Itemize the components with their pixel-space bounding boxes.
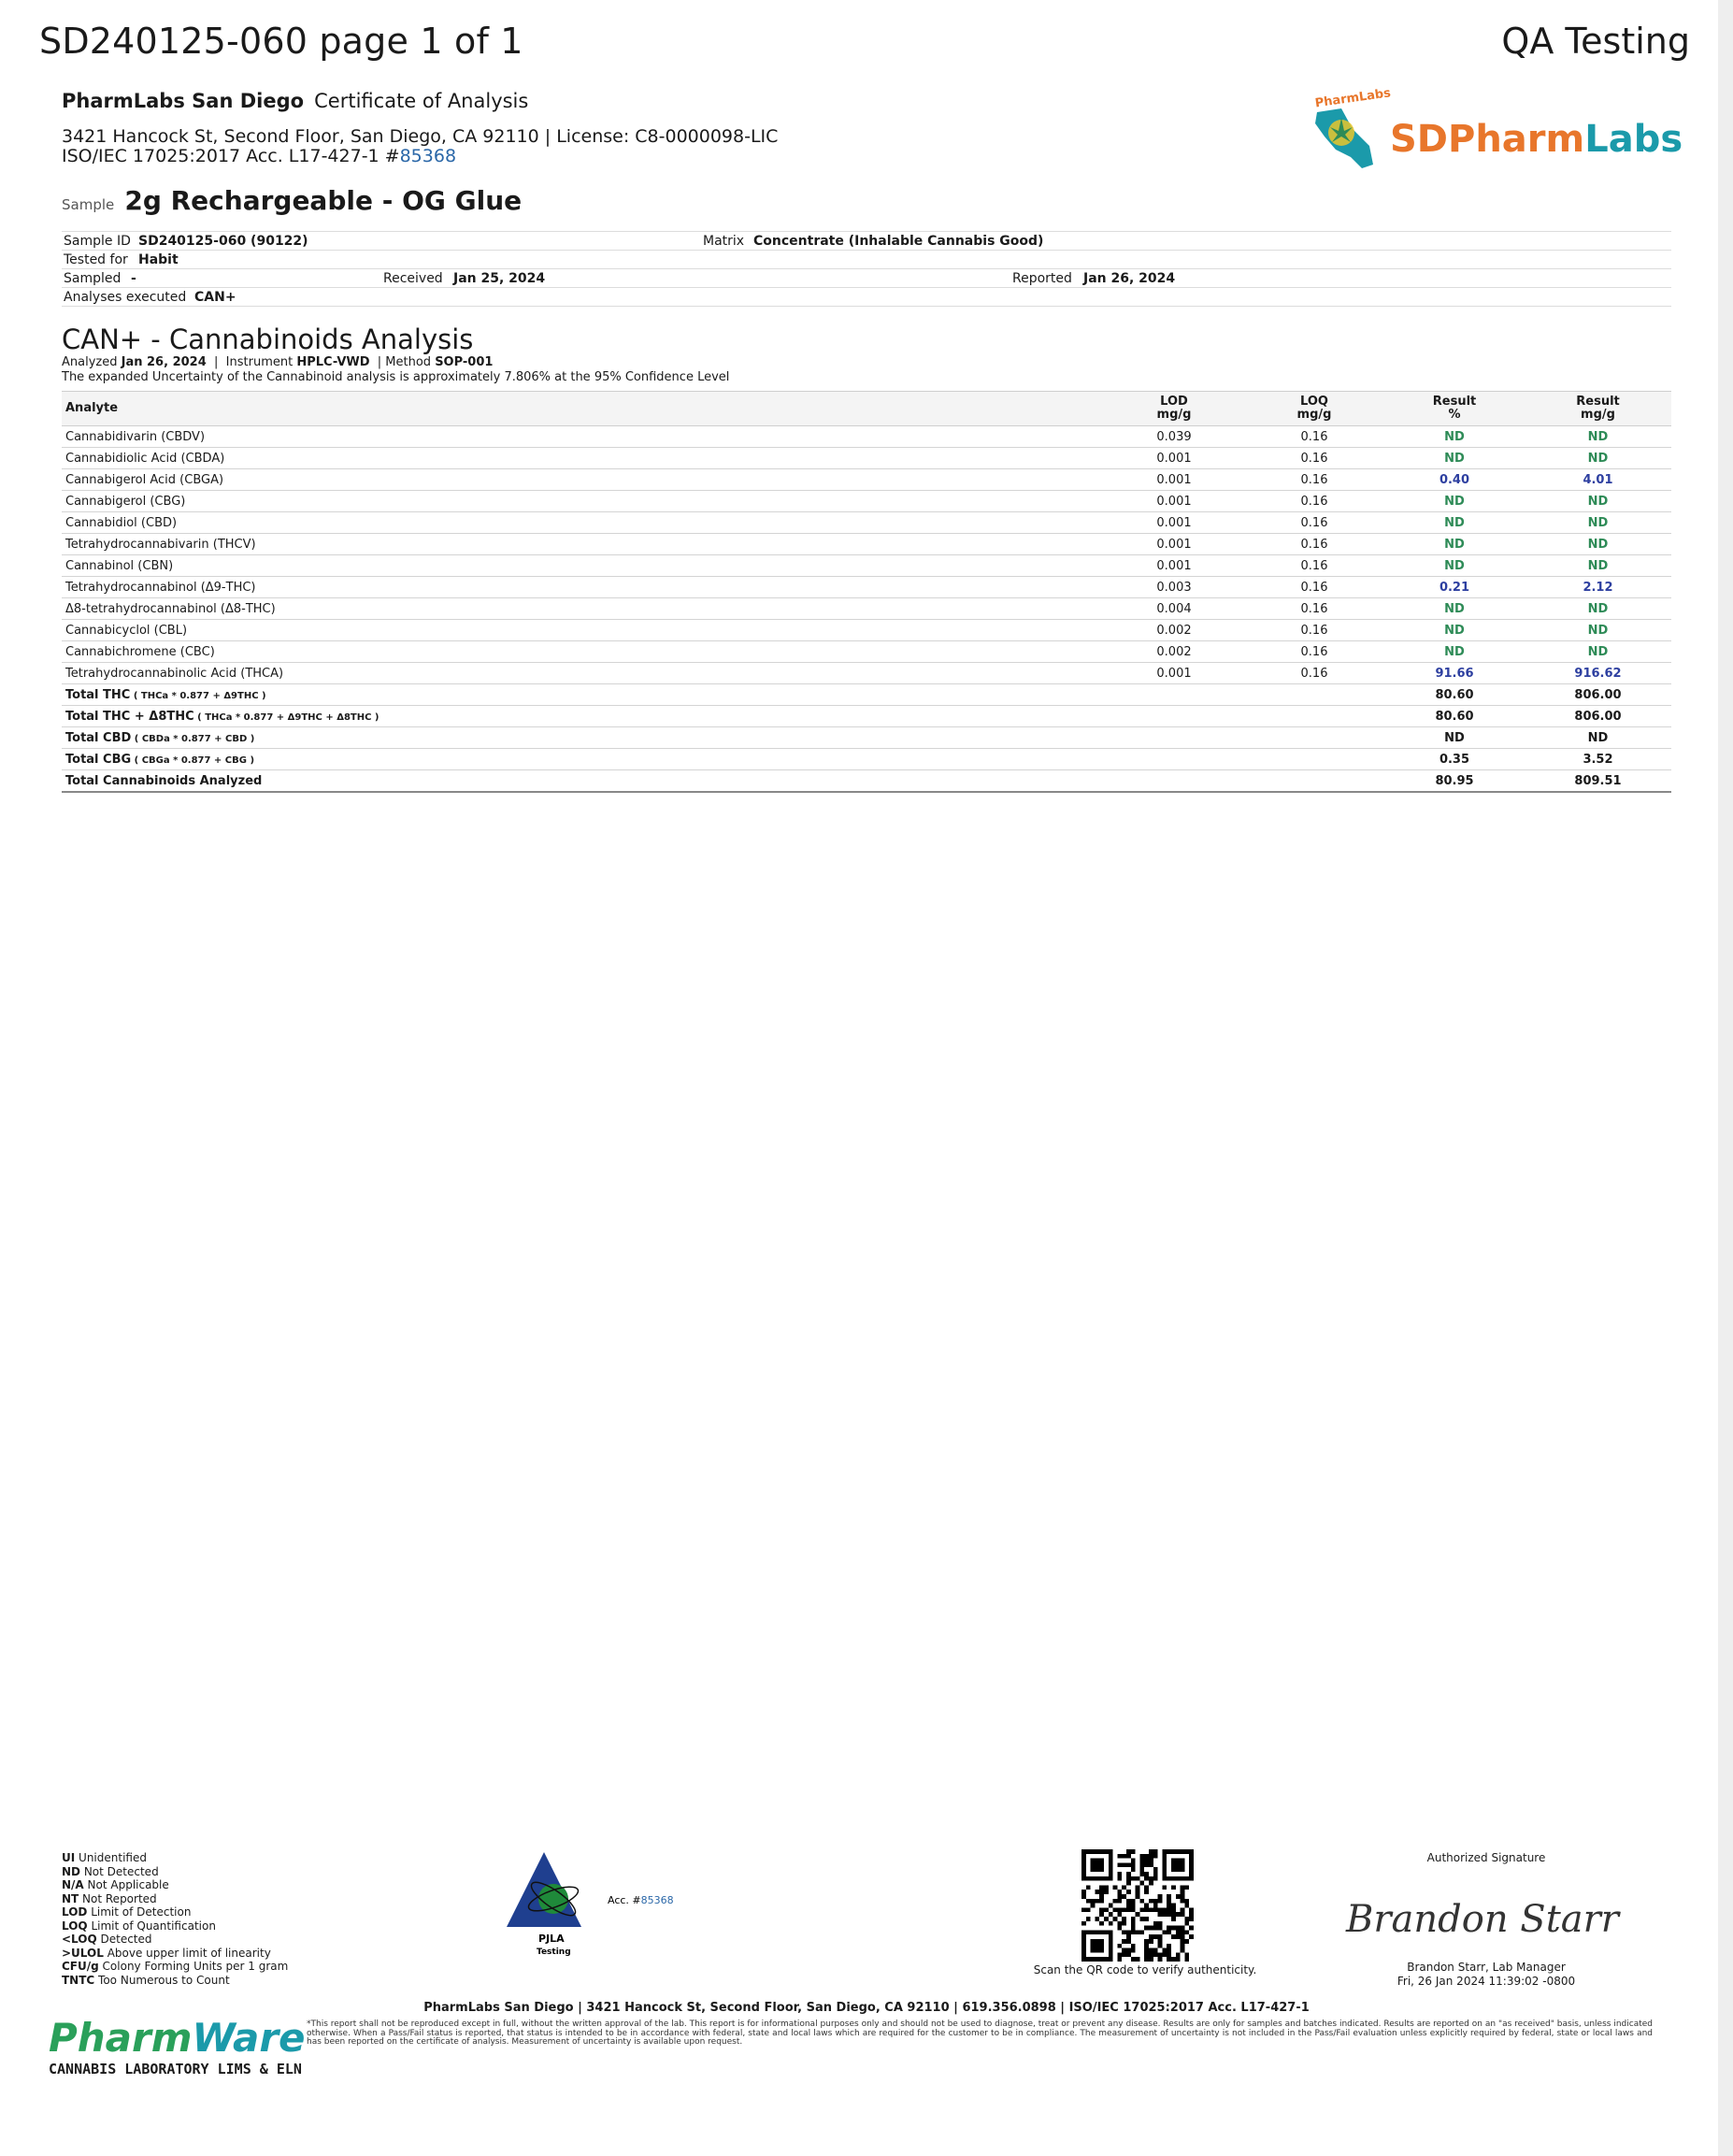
total-label: Total CBG ( CBGa * 0.877 + CBG ) <box>62 749 1104 770</box>
total-mgg: 3.52 <box>1525 749 1671 770</box>
result-mgg: ND <box>1525 620 1671 641</box>
signature-datetime: Fri, 26 Jan 2024 11:39:02 -0800 <box>1396 1975 1576 1988</box>
result-mgg: ND <box>1525 426 1671 448</box>
svg-text:Brandon Starr: Brandon Starr <box>1346 1898 1619 1941</box>
result-percent: ND <box>1384 620 1525 641</box>
result-percent: ND <box>1384 641 1525 663</box>
signer-block <box>1365 1961 1608 1989</box>
svg-text:PharmWare: PharmWare <box>49 2015 306 2061</box>
lod-value: 0.002 <box>1104 641 1244 663</box>
abbreviation-legend <box>62 1851 288 1987</box>
footer-address: PharmLabs San Diego | 3421 Hancock St, Second Floor, San Diego, CA 92110 | 619.356.0898 | ISO/IEC 17025:2017 Acc. L17-427-1 <box>423 2001 1310 2015</box>
sample-info <box>62 231 1671 307</box>
total-label: Total CBD ( CBDa * 0.877 + CBD ) <box>62 727 1104 749</box>
total-mgg: 806.00 <box>1525 706 1671 727</box>
legend-item: UI Unidentified <box>62 1851 147 1864</box>
table-row <box>62 534 1671 555</box>
lod-value: 0.001 <box>1104 534 1244 555</box>
result-mgg: ND <box>1525 512 1671 534</box>
total-formula: ( THCa * 0.877 + Δ9THC + Δ8THC ) <box>193 711 380 723</box>
result-mgg: ND <box>1525 598 1671 620</box>
total-percent: 80.95 <box>1384 770 1525 793</box>
cannabinoids-section <box>62 323 1671 385</box>
handwritten-signature <box>1337 1887 1636 1952</box>
analyte-name: Tetrahydrocannabinol (Δ9-THC) <box>62 577 1104 598</box>
svg-text:PharmLabs: PharmLabs <box>1313 86 1392 111</box>
loq-value: 0.16 <box>1244 663 1384 684</box>
loq-value: 0.16 <box>1244 534 1384 555</box>
loq-value: 0.16 <box>1244 555 1384 577</box>
signer-name-title: Brandon Starr, Lab Manager <box>1407 1961 1566 1974</box>
total-percent: 80.60 <box>1384 706 1525 727</box>
col-analyte: Analyte <box>62 392 1104 426</box>
result-mgg: 2.12 <box>1525 577 1671 598</box>
result-percent: ND <box>1384 491 1525 512</box>
verification-qr-code[interactable] <box>1081 1849 1194 1962</box>
result-percent: ND <box>1384 426 1525 448</box>
lod-value: 0.001 <box>1104 491 1244 512</box>
reported-value: Jan 26, 2024 <box>1083 271 1176 286</box>
total-label: Total THC ( THCa * 0.877 + Δ9THC ) <box>62 684 1104 706</box>
iso-accreditation: ISO/IEC 17025:2017 Acc. L17-427-1 # <box>62 146 400 166</box>
result-percent: ND <box>1384 534 1525 555</box>
result-mgg: ND <box>1525 641 1671 663</box>
cannabinoids-table <box>62 391 1671 793</box>
svg-text:PJLA: PJLA <box>538 1933 565 1945</box>
page-identifier: SD240125-060 page 1 of 1 <box>39 21 523 62</box>
matrix-value: Concentrate (Inhalable Cannabis Good) <box>753 234 1044 249</box>
authorized-signature-label: Authorized Signature <box>1426 1851 1546 1864</box>
total-row <box>62 749 1671 770</box>
table-row <box>62 620 1671 641</box>
legend-item: <LOQ Detected <box>62 1933 152 1946</box>
svg-text:Acc. #85368: Acc. #85368 <box>608 1894 674 1906</box>
sample-id-value: SD240125-060 (90122) <box>138 234 308 249</box>
table-row <box>62 512 1671 534</box>
analyses-value: CAN+ <box>194 290 236 305</box>
table-row <box>62 469 1671 491</box>
top-bar <box>39 21 1690 73</box>
legend-item: >ULOL Above upper limit of linearity <box>62 1946 271 1960</box>
lod-value: 0.001 <box>1104 448 1244 469</box>
legend-item: LOQ Limit of Quantification <box>62 1919 216 1933</box>
lod-value: 0.003 <box>1104 577 1244 598</box>
total-row <box>62 727 1671 749</box>
qa-testing-title: QA Testing <box>1501 21 1690 62</box>
legal-disclaimer: *This report shall not be reproduced except in full, without the written approval of the lab. This report is for informational purposes only and should not be used to diagnose, treat or prevent any disease. Results are only for samples and batches indicated. Results are reported on an "as received" basis, unless indicated otherwise. When a Pass/Fail status is reported, that status is intended to be in accordance with federal, state and local laws which are required for the customer to be in compliance. The measurement of uncertainty is not included in the Pass/Fail evaluation unless explicitly required by federal, state or local laws and has been reported on the certificate of analysis. Measurement of uncertainty is available upon request. <box>307 2019 1653 2047</box>
table-row <box>62 491 1671 512</box>
loq-value: 0.16 <box>1244 448 1384 469</box>
result-percent: ND <box>1384 512 1525 534</box>
analyte-name: Tetrahydrocannabivarin (THCV) <box>62 534 1104 555</box>
loq-value: 0.16 <box>1244 512 1384 534</box>
analyte-name: Cannabicyclol (CBL) <box>62 620 1104 641</box>
info-row-dates: Sampled - Received Jan 25, 2024 Reported Jan 26, 2024 <box>62 268 1671 287</box>
result-percent: 0.40 <box>1384 469 1525 491</box>
uncertainty-note: The expanded Uncertainty of the Cannabinoid analysis is approximately 7.806% at the 95% Confidence Level <box>62 370 730 384</box>
total-formula: ( CBGa * 0.877 + CBG ) <box>131 755 255 766</box>
loq-value: 0.16 <box>1244 620 1384 641</box>
result-percent: ND <box>1384 555 1525 577</box>
result-percent: 91.66 <box>1384 663 1525 684</box>
result-percent: 0.21 <box>1384 577 1525 598</box>
sampled-value: - <box>131 271 136 286</box>
table-row <box>62 448 1671 469</box>
table-row <box>62 555 1671 577</box>
lod-value: 0.039 <box>1104 426 1244 448</box>
analyte-name: Δ8-tetrahydrocannabinol (Δ8-THC) <box>62 598 1104 620</box>
col-result-mgg: Result mg/g <box>1525 392 1671 426</box>
total-percent: 0.35 <box>1384 749 1525 770</box>
result-mgg: ND <box>1525 555 1671 577</box>
col-result-percent: Result % <box>1384 392 1525 426</box>
document-title: Certificate of Analysis <box>314 90 529 112</box>
analysis-meta: Analyzed Jan 26, 2024 | Instrument HPLC-VWD | Method SOP-001 <box>62 355 494 369</box>
legend-item: NT Not Reported <box>62 1891 157 1905</box>
result-percent: ND <box>1384 598 1525 620</box>
legend-item: LOD Limit of Detection <box>62 1905 192 1919</box>
legend-item: N/A Not Applicable <box>62 1878 169 1891</box>
loq-value: 0.16 <box>1244 426 1384 448</box>
result-mgg: ND <box>1525 491 1671 512</box>
table-row <box>62 663 1671 684</box>
lab-name: PharmLabs San Diego <box>62 90 305 112</box>
sample-title <box>62 185 522 216</box>
qr-caption: Scan the QR code to verify authenticity. <box>1033 1963 1257 1976</box>
table-row <box>62 426 1671 448</box>
total-label: Total Cannabinoids Analyzed <box>62 770 1104 793</box>
result-mgg: ND <box>1525 448 1671 469</box>
total-row <box>62 706 1671 727</box>
info-row-tested-for: Tested for Habit <box>62 250 1671 268</box>
lab-address: 3421 Hancock St, Second Floor, San Diego, CA 92110 | License: C8-0000098-LIC <box>62 126 779 147</box>
info-row-sample-id: Sample ID SD240125-060 (90122) Matrix Concentrate (Inhalable Cannabis Good) <box>62 231 1671 250</box>
total-row <box>62 770 1671 793</box>
lod-value: 0.004 <box>1104 598 1244 620</box>
analyte-name: Cannabigerol Acid (CBGA) <box>62 469 1104 491</box>
table-row <box>62 641 1671 663</box>
tested-for-value: Habit <box>138 252 179 267</box>
page-edge <box>1718 0 1733 2156</box>
table-header-row <box>62 392 1671 426</box>
loq-value: 0.16 <box>1244 577 1384 598</box>
col-lod: LOD mg/g <box>1104 392 1244 426</box>
analyte-name: Cannabichromene (CBC) <box>62 641 1104 663</box>
legend-item: TNTC Too Numerous to Count <box>62 1973 230 1987</box>
loq-value: 0.16 <box>1244 598 1384 620</box>
total-mgg: ND <box>1525 727 1671 749</box>
iso-number-link[interactable]: 85368 <box>399 146 457 166</box>
analyte-name: Cannabidiol (CBD) <box>62 512 1104 534</box>
total-formula: ( THCa * 0.877 + Δ9THC ) <box>130 690 266 701</box>
total-label: Total THC + Δ8THC ( THCa * 0.877 + Δ9THC + Δ8THC ) <box>62 706 1104 727</box>
legend-item: ND Not Detected <box>62 1864 159 1878</box>
sample-name: 2g Rechargeable - OG Glue <box>124 185 523 216</box>
result-percent: ND <box>1384 448 1525 469</box>
info-row-analyses: Analyses executed CAN+ <box>62 287 1671 307</box>
pjla-accreditation-logo <box>505 1847 692 1959</box>
legend-item: CFU/g Colony Forming Units per 1 gram <box>62 1960 289 1973</box>
lab-header <box>62 90 1090 166</box>
analyte-name: Cannabinol (CBN) <box>62 555 1104 577</box>
analyte-name: Cannabidiolic Acid (CBDA) <box>62 448 1104 469</box>
analyte-name: Tetrahydrocannabinolic Acid (THCA) <box>62 663 1104 684</box>
result-mgg: 4.01 <box>1525 469 1671 491</box>
pharmware-logo <box>49 2010 306 2085</box>
total-mgg: 809.51 <box>1525 770 1671 793</box>
lod-value: 0.001 <box>1104 663 1244 684</box>
sd-pharmlabs-logo <box>1304 86 1683 183</box>
lod-value: 0.001 <box>1104 555 1244 577</box>
lod-value: 0.001 <box>1104 512 1244 534</box>
result-mgg: 916.62 <box>1525 663 1671 684</box>
svg-text:SDPharmLabs: SDPharmLabs <box>1390 118 1683 161</box>
table-row <box>62 598 1671 620</box>
loq-value: 0.16 <box>1244 641 1384 663</box>
lod-value: 0.001 <box>1104 469 1244 491</box>
total-formula: ( CBDa * 0.877 + CBD ) <box>131 733 255 744</box>
loq-value: 0.16 <box>1244 469 1384 491</box>
lod-value: 0.002 <box>1104 620 1244 641</box>
total-percent: ND <box>1384 727 1525 749</box>
analyte-name: Cannabigerol (CBG) <box>62 491 1104 512</box>
svg-text:Testing: Testing <box>537 1948 571 1957</box>
table-row <box>62 577 1671 598</box>
analyte-name: Cannabidivarin (CBDV) <box>62 426 1104 448</box>
received-value: Jan 25, 2024 <box>453 271 546 286</box>
total-mgg: 806.00 <box>1525 684 1671 706</box>
section-title: CAN+ - Cannabinoids Analysis <box>62 323 474 355</box>
sample-label: Sample <box>62 196 115 213</box>
col-loq: LOQ mg/g <box>1244 392 1384 426</box>
total-row <box>62 684 1671 706</box>
svg-text:CANNABIS LABORATORY LIMS & ELN: CANNABIS LABORATORY LIMS & ELN <box>49 2061 302 2077</box>
loq-value: 0.16 <box>1244 491 1384 512</box>
total-percent: 80.60 <box>1384 684 1525 706</box>
result-mgg: ND <box>1525 534 1671 555</box>
